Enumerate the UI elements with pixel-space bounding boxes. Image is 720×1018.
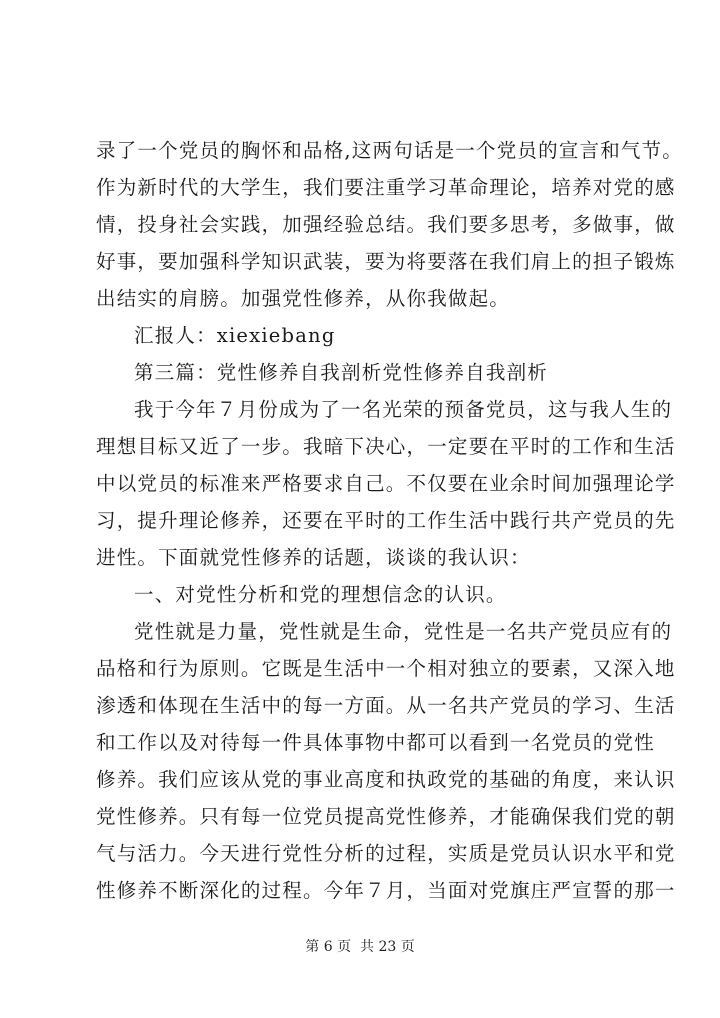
paragraph-line: 渗透和体现在生活中的每一方面。从一名共产党员的学习、生活: [96, 694, 676, 717]
reporter-line: 汇报人：xiexiebang: [134, 324, 336, 347]
paragraph-line: 中以党员的标准来严格要求自己。不仅要在业余时间加强理论学: [96, 472, 676, 495]
paragraph-line: 习，提升理论修养，还要在平时的工作生活中践行共产党员的先: [96, 509, 676, 532]
paragraph-line: 好事，要加强科学知识武装，要为将要落在我们肩上的担子锻炼: [96, 250, 676, 273]
paragraph-line: 修养。我们应该从党的事业高度和执政党的基础的角度，来认识: [96, 768, 676, 791]
paragraph-line: 情，投身社会实践，加强经验总结。我们要多思考，多做事，做: [96, 213, 676, 236]
page-footer: [0, 938, 720, 956]
paragraph-line: 我于今年７月份成为了一名光荣的预备党员，这与我人生的: [134, 398, 673, 421]
paragraph-line: 党性修养。只有每一位党员提高党性修养，才能确保我们党的朝: [96, 805, 676, 828]
paragraph-line: 进性。下面就党性修养的话题，谈谈的我认识：: [96, 546, 531, 569]
page-number: 第 6 页 共 23 页: [305, 939, 415, 955]
paragraph-line: 理想目标又近了一步。我暗下决心，一定要在平时的工作和生活: [96, 435, 676, 458]
subsection-heading: 一、对党性分析和党的理想信念的认识。: [134, 583, 507, 606]
paragraph-line: 作为新时代的大学生，我们要注重学习革命理论，培养对党的感: [96, 176, 676, 199]
paragraph-line: 性修养不断深化的过程。今年７月，当面对党旗庄严宣誓的那一: [96, 879, 676, 902]
paragraph-line: 出结实的肩膀。加强党性修养，从你我做起。: [96, 287, 511, 310]
paragraph-line: 品格和行为原则。它既是生活中一个相对独立的要素，又深入地: [96, 657, 676, 680]
paragraph-line: 和工作以及对待每一件具体事物中都可以看到一名党员的党性: [96, 731, 655, 754]
paragraph-line: 党性就是力量，党性就是生命，党性是一名共产党员应有的: [134, 620, 673, 643]
paragraph-line: 录了一个党员的胸怀和品格,这两句话是一个党员的宣言和气节。: [96, 139, 683, 162]
paragraph-line: 气与活力。今天进行党性分析的过程，实质是党员认识水平和党: [96, 842, 676, 865]
section-heading: 第三篇：党性修养自我剖析党性修养自我剖析: [134, 361, 549, 384]
